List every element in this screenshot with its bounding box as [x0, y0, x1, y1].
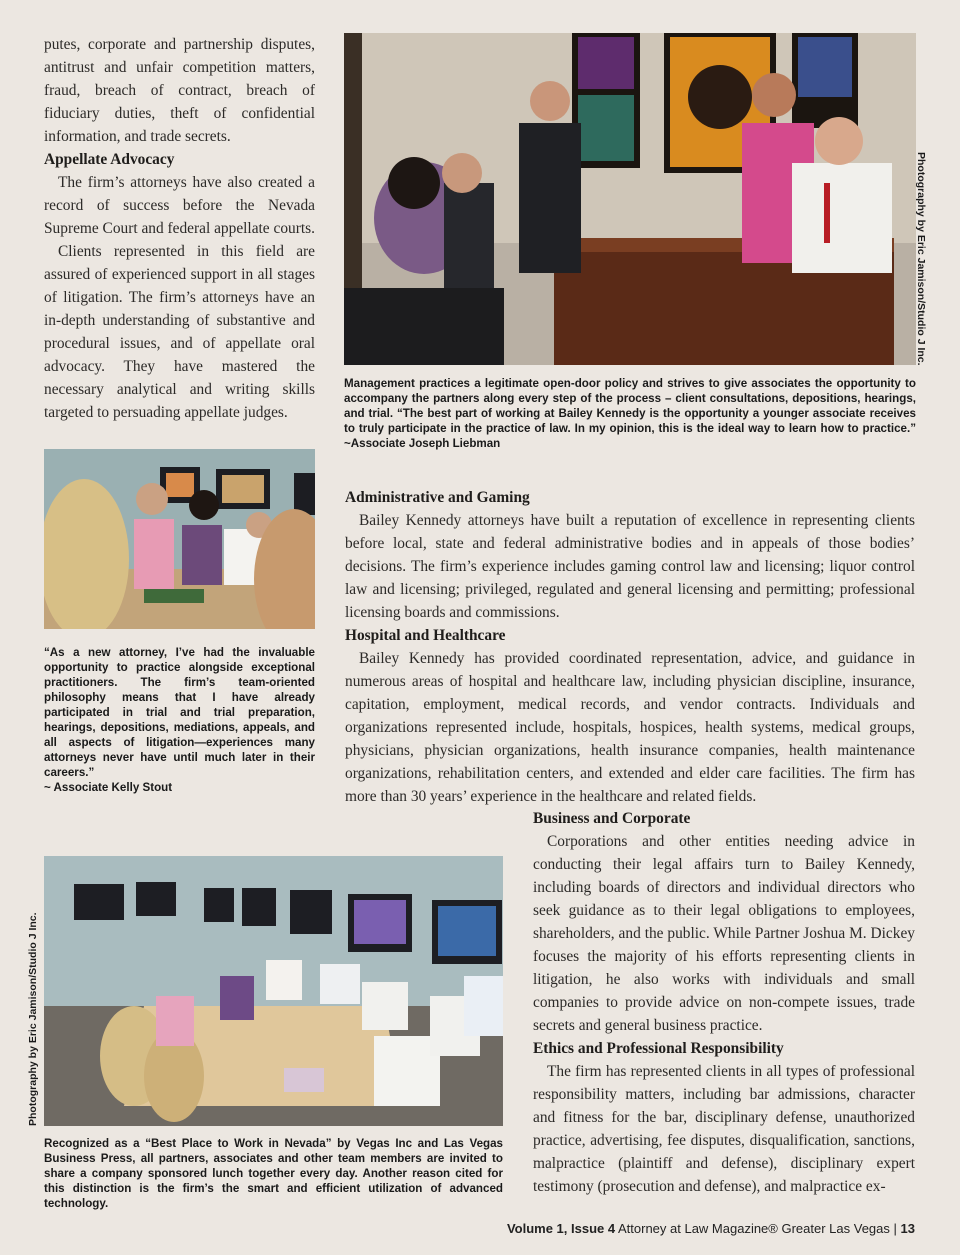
top-photo-meeting — [344, 33, 916, 365]
footer-page-number: 13 — [900, 1221, 915, 1236]
footer-separator: | — [893, 1221, 897, 1236]
footer-issue: Volume 1, Issue 4 — [506, 1221, 616, 1236]
hospital-healthcare-heading: Hospital and Healthcare — [345, 627, 506, 644]
top-photo-credit: Photography by Eric Jamison/Studio J Inc. — [915, 152, 927, 366]
bottom-right-column — [533, 807, 915, 1198]
business-corporate-text: Corporations and other entities needing advice in conducting their legal affairs turn to Bailey Kennedy, including boards of directors and individual directors who seek guidance as to their legal obligations to employees, shareholders, and the public. While Partner Joshua M. Dickey focuses the majority of his efforts representing clients in litigation, he also works with individuals and small companies to provide advice on non-compete issues, trade secrets and general business practice. — [533, 833, 915, 1034]
appellate-paragraph-2: Clients represented in this field are assured of experienced support in all stages of litigation. The firm’s attorneys have an in-depth understanding of substantive and procedural issues, and of appellate oral advocacy. They have mastered the necessary analytical and writing skills targeted to persuading appellate judges. — [44, 243, 315, 421]
footer-magazine: Attorney at Law Magazine® Greater Las Vegas — [617, 1221, 890, 1236]
top-photo-caption: Management practices a legitimate open-door policy and strives to give associates the opportunity to accompany the partners along every step of the process – client consultations, depositions, hearings, and trial. “The best part of working at Bailey Kennedy is the opportunity a younger associate receives to truly participate in the practice of law. In my opinion, this is the ideal way to learn how to practice.” ~Associate Joseph Liebman — [344, 377, 916, 450]
ethics-heading: Ethics and Professional Responsibility — [533, 1040, 784, 1057]
appellate-advocacy-heading: Appellate Advocacy — [44, 151, 175, 168]
kelly-stout-quote — [44, 645, 315, 795]
appellate-paragraph-1: The firm’s attorneys have also created a record of success before the Nevada Supreme Court and federal appellate courts. — [44, 174, 315, 237]
hospital-healthcare-text: Bailey Kennedy has provided coordinated representation, advice, and guidance in numerous areas of hospital and healthcare law, including physician discipline, insurance, capitation, employment, medical records, and vendor contracts. Individuals and organizations represented include, hospitals, hospices, health systems, medical groups, physicians, physician organizations, health insurance companies, health maintenance organizations, rehabilitation centers, and extended and elder care facilities. The firm has more than 30 years’ experience in the healthcare and related fields. — [345, 650, 915, 805]
administrative-gaming-heading: Administrative and Gaming — [345, 489, 530, 506]
administrative-gaming-text: Bailey Kennedy attorneys have built a reputation of excellence in representing clients before local, state and federal administrative bodies and in appeals of those bodies’ decisions. The firm’s experience includes gaming control law and licensing; liquor control law and licensing; privileged, regulated and general licensing and permitting; professional licensing boards and commissions. — [345, 512, 915, 621]
bottom-photo-caption: Recognized as a “Best Place to Work in Nevada” by Vegas Inc and Las Vegas Business Press, all partners, associates and other team members are invited to share a company sponsored lunch together every day. Another reason cited for this distinction is the firm’s the smart and efficient utilization of advanced technology. — [44, 1137, 503, 1210]
quote-text: “As a new attorney, I’ve had the invaluable opportunity to practice alongside exceptional practitioners. The firm’s team-oriented philosophy means that I have already participated in trial and trial preparation, hearings, depositions, mediations, appeals, and all aspects of litigation—experiences many attorneys never have until much later in their careers.” — [44, 646, 315, 779]
ethics-text: The firm has represented clients in all types of professional responsibility matters, including bar admissions, character and fitness for the bar, disciplinary defense, unauthorized practice, advertising, fee disputes, disqualification, sanctions, malpractice (plaintiff and defense), disciplinary expert testimony (prosecution and defense), and malpractice ex- — [533, 1063, 915, 1195]
bottom-photo-credit: Photography by Eric Jamison/Studio J Inc. — [27, 912, 39, 1126]
intro-paragraph: putes, corporate and partnership disputes, antitrust and unfair competition matters, fraud, breach of contract, breach of fiduciary duties, theft of confidential information, and trade secrets. — [44, 36, 315, 145]
middle-photo-lunch — [44, 449, 315, 629]
quote-attribution: ~ Associate Kelly Stout — [44, 781, 173, 794]
business-corporate-heading: Business and Corporate — [533, 810, 691, 827]
left-top-column — [44, 33, 315, 424]
page-footer — [507, 1221, 915, 1236]
right-column — [345, 486, 915, 808]
bottom-photo-team-lunch — [44, 856, 503, 1126]
